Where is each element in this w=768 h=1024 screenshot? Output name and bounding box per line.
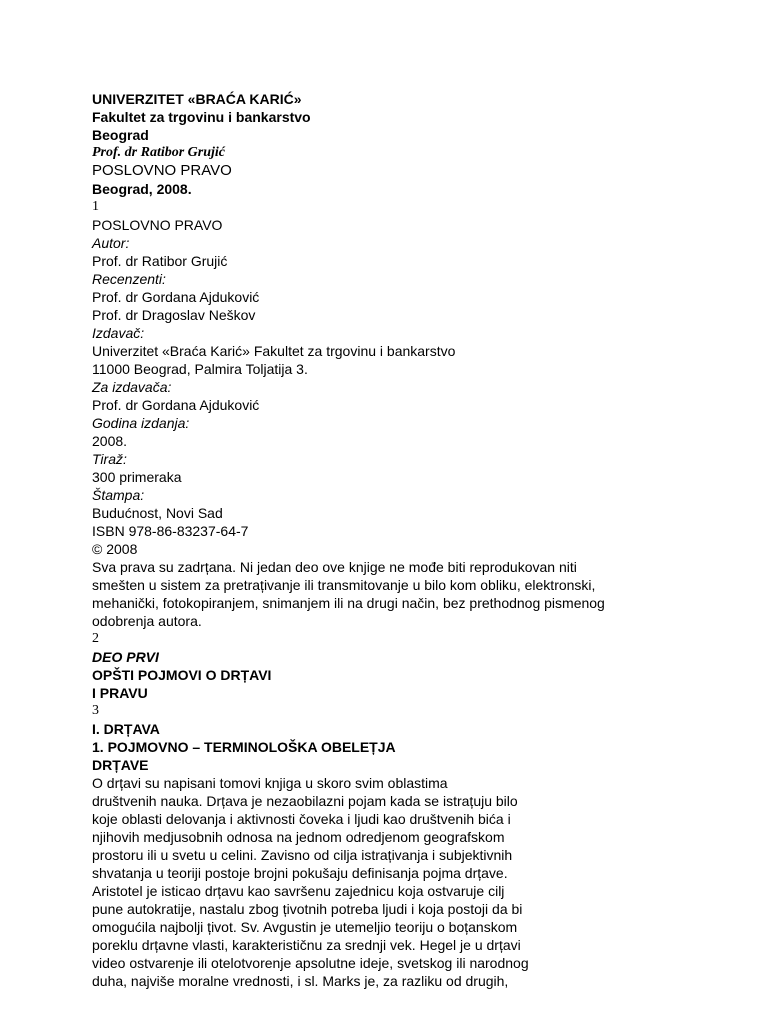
faculty-name: Fakultet za trgovinu i bankarstvo (92, 109, 311, 125)
body-line-10: poreklu drțavne vlasti, karakterističnu za srednji vek. Hegel je u drțavi (92, 937, 521, 953)
body-line-4: njihovih medjusobnih odnosa na jednom odredjenom geografskom (92, 829, 505, 845)
reviewers-label: Recenzenti: (92, 271, 166, 287)
body-line-9: omogućila najbolji țivot. Sv. Avgustin je utemeljio teoriju o boțanskom (92, 919, 518, 935)
body-line-11: video ostvarenje ili otelotvorenje apsolutne ideje, svetskog ili narodnog (92, 955, 529, 971)
section-title-2: DRȚAVE (92, 757, 149, 773)
printer-label: Štampa: (92, 487, 145, 503)
body-line-1: O drțavi su napisani tomovi knjiga u skoro svim oblastima (92, 775, 448, 791)
place-year: Beograd, 2008. (92, 181, 192, 197)
print-run-value: 300 primeraka (92, 469, 182, 485)
university-name: UNIVERZITET «BRAĆA KARIĆ» (92, 91, 302, 107)
for-publisher-name: Prof. dr Gordana Ajduković (92, 397, 260, 413)
printer-value: Budućnost, Novi Sad (92, 505, 223, 521)
publisher-name: Univerzitet «Braća Karić» Fakultet za trgovinu i bankarstvo (92, 343, 456, 359)
city: Beograd (92, 127, 149, 143)
body-line-3: koje oblasti delovanja i aktivnosti čoveka i ljudi kao društvenih bića i (92, 811, 511, 827)
reviewer-1: Prof. dr Gordana Ajduković (92, 289, 260, 305)
copyright: © 2008 (92, 541, 138, 557)
page-number-2: 2 (92, 631, 99, 646)
rights-line-1: Sva prava su zadrțana. Ni jedan deo ove knjige ne mođe biti reprodukovan niti (92, 559, 577, 575)
section-title-1: 1. POJMOVNO – TERMINOLOŠKA OBELEȚJA (92, 739, 396, 755)
author-name: Prof. dr Ratibor Grujić (92, 253, 228, 269)
rights-line-4: odobrenja autora. (92, 613, 202, 629)
for-publisher-label: Za izdavača: (92, 379, 172, 395)
part-title-1: OPŠTI POJMOVI O DRȚAVI (92, 667, 272, 683)
body-line-6: shvatanja u teoriji postoje brojni pokušaju definisanja pojma drțave. (92, 865, 508, 881)
part-label: DEO PRVI (92, 649, 159, 665)
rights-line-2: smešten u sistem za pretrațivanje ili transmitovanje u bilo kom obliku, elektronski, (92, 577, 596, 593)
author-label: Autor: (92, 235, 130, 251)
body-line-2: društvenih nauka. Drțava je nezaobilazni pojam kada se istrațuju bilo (92, 793, 518, 809)
imprint-title: POSLOVNO PRAVO (92, 217, 223, 233)
body-line-7: Aristotel je isticao drțavu kao savršenu zajednicu koja ostvaruje cilj (92, 883, 505, 899)
year-value: 2008. (92, 433, 128, 449)
chapter-title: I. DRȚAVA (92, 721, 160, 737)
print-run-label: Tiraž: (92, 451, 127, 467)
body-line-8: pune autokratije, nastalu zbog țivotnih potreba ljudi i koja postoji da bi (92, 901, 523, 917)
reviewer-2: Prof. dr Dragoslav Neškov (92, 307, 256, 323)
page-number-3: 3 (92, 703, 99, 718)
year-label: Godina izdanja: (92, 415, 190, 431)
isbn: ISBN 978-86-83237-64-7 (92, 523, 249, 539)
rights-line-3: mehanički, fotokopiranjem, snimanjem ili na drugi način, bez prethodnog pismenog (92, 595, 605, 611)
book-title: POSLOVNO PRAVO (92, 162, 232, 179)
page-number-1: 1 (92, 199, 99, 214)
part-title-2: I PRAVU (92, 685, 148, 701)
publisher-label: Izdavač: (92, 325, 145, 341)
body-line-5: prostoru ili u svetu u celini. Zavisno od cilja istrațivanja i subjektivnih (92, 847, 513, 863)
author-line: Prof. dr Ratibor Grujić (92, 145, 226, 160)
body-line-12: duha, najviše moralne vrednosti, i sl. Marks je, za razliku od drugih, (92, 973, 509, 989)
publisher-address: 11000 Beograd, Palmira Toljatija 3. (92, 361, 308, 377)
document-page (92, 90, 692, 990)
